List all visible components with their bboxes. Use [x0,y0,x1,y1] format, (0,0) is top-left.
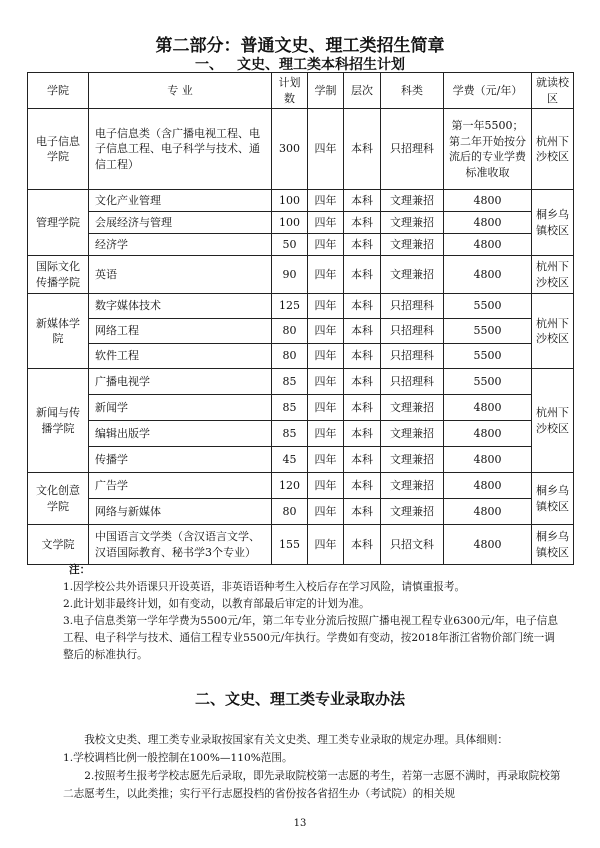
fee-cell: 4800 [444,212,532,234]
plan-cell: 300 [272,109,308,190]
level-cell: 本科 [344,421,381,447]
college-cell: 管理学院 [28,190,89,256]
level-cell: 本科 [344,212,381,234]
table-row [28,344,574,369]
years-cell: 四年 [308,421,344,447]
major-cell: 广告学 [89,473,272,499]
category-cell: 文理兼招 [381,421,444,447]
level-cell: 本科 [344,499,381,525]
table-row [28,499,574,525]
years-cell: 四年 [308,447,344,473]
header-plan: 计划数 [272,73,308,109]
plan-cell: 80 [272,319,308,344]
fee-cell: 4800 [444,447,532,473]
level-cell: 本科 [344,109,381,190]
years-cell: 四年 [308,212,344,234]
college-cell: 新媒体学院 [28,294,89,369]
major-cell: 数字媒体技术 [89,294,272,319]
level-cell: 本科 [344,395,381,421]
table-row [28,421,574,447]
table-body [28,109,574,565]
category-cell: 文理兼招 [381,447,444,473]
plan-cell: 50 [272,234,308,256]
campus-cell: 桐乡乌镇校区 [532,190,574,256]
years-cell: 四年 [308,190,344,212]
enrollment-plan-table [27,72,574,565]
category-cell: 文理兼招 [381,212,444,234]
plan-cell: 155 [272,525,308,565]
table-row [28,212,574,234]
level-cell: 本科 [344,294,381,319]
level-cell: 本科 [344,369,381,395]
table-row [28,294,574,319]
years-cell: 四年 [308,395,344,421]
fee-cell: 4800 [444,421,532,447]
level-cell: 本科 [344,525,381,565]
page-number: 13 [293,818,307,829]
major-cell: 英语 [89,256,272,294]
plan-cell: 100 [272,190,308,212]
major-cell: 会展经济与管理 [89,212,272,234]
level-cell: 本科 [344,319,381,344]
section-2-heading: 二、文史、理工类专业录取办法 [194,690,405,708]
college-cell: 文学院 [28,525,89,565]
plan-cell: 85 [272,395,308,421]
notes-heading: 注： [69,564,91,576]
years-cell: 四年 [308,499,344,525]
major-cell: 电子信息类（含广播电视工程、电子信息工程、电子科学与技术、通信工程） [89,109,272,190]
major-cell: 软件工程 [89,344,272,369]
category-cell: 文理兼招 [381,234,444,256]
years-cell: 四年 [308,109,344,190]
major-cell: 传播学 [89,447,272,473]
plan-cell: 120 [272,473,308,499]
category-cell: 只招理科 [381,369,444,395]
fee-cell: 4800 [444,395,532,421]
plan-cell: 100 [272,212,308,234]
plan-cell: 45 [272,447,308,473]
table-row [28,190,574,212]
level-cell: 本科 [344,190,381,212]
header-fee: 学费（元/年） [444,73,532,109]
campus-cell: 杭州下沙校区 [532,369,574,473]
category-cell: 文理兼招 [381,256,444,294]
category-cell: 只招文科 [381,525,444,565]
rules-item: 2.按照考生报考学校志愿先后录取，即先录取院校第一志愿的考生，若第一志愿不满时，再录取院校第二志愿考生，以此类推；实行平行志愿投档的省份按各省招生办（考试院）的相关规 [63,770,561,800]
category-cell: 文理兼招 [381,395,444,421]
major-cell: 网络工程 [89,319,272,344]
header-college: 学院 [28,73,89,109]
header-major: 专 业 [89,73,272,109]
header-years: 学制 [308,73,344,109]
plan-cell: 80 [272,344,308,369]
table-row [28,256,574,294]
note-item: 2.此计划非最终计划，如有变动，以教育部最后审定的计划为准。 [63,598,370,610]
table-row [28,109,574,190]
major-cell: 网络与新媒体 [89,499,272,525]
table-row [28,525,574,565]
level-cell: 本科 [344,447,381,473]
fee-cell: 4800 [444,473,532,499]
college-cell: 文化创意学院 [28,473,89,525]
header-category: 科类 [381,73,444,109]
major-cell: 中国语言文学类（含汉语言文学、汉语国际教育、秘书学3个专业） [89,525,272,565]
table-row [28,473,574,499]
campus-cell: 桐乡乌镇校区 [532,473,574,525]
fee-cell: 4800 [444,525,532,565]
college-cell: 电子信息学院 [28,109,89,190]
major-cell: 经济学 [89,234,272,256]
college-cell: 新闻与传播学院 [28,369,89,473]
fee-cell: 5500 [444,319,532,344]
fee-cell: 5500 [444,294,532,319]
table-row [28,234,574,256]
major-cell: 编辑出版学 [89,421,272,447]
campus-cell: 杭州下沙校区 [532,256,574,294]
years-cell: 四年 [308,294,344,319]
note-item: 1.因学校公共外语课只开设英语，非英语语种考生入校后存在学习风险，请慎重报考。 [63,581,466,593]
fee-cell: 4800 [444,190,532,212]
fee-cell: 4800 [444,499,532,525]
years-cell: 四年 [308,525,344,565]
years-cell: 四年 [308,234,344,256]
category-cell: 只招理科 [381,109,444,190]
campus-cell: 杭州下沙校区 [532,109,574,190]
plan-cell: 85 [272,421,308,447]
major-cell: 新闻学 [89,395,272,421]
notes-block [63,562,563,664]
table-row [28,447,574,473]
table-row [28,369,574,395]
fee-cell: 5500 [444,344,532,369]
years-cell: 四年 [308,473,344,499]
section-1-number: 一、 [195,57,223,73]
section-1-title: 文史、理工类本科招生计划 [237,57,405,73]
years-cell: 四年 [308,256,344,294]
table-row [28,395,574,421]
major-cell: 文化产业管理 [89,190,272,212]
table-row [28,319,574,344]
category-cell: 只招理科 [381,319,444,344]
admission-rules-text [63,731,563,803]
fee-cell: 5500 [444,369,532,395]
header-level: 层次 [344,73,381,109]
fee-cell: 4800 [444,256,532,294]
fee-cell: 4800 [444,234,532,256]
years-cell: 四年 [308,319,344,344]
category-cell: 文理兼招 [381,190,444,212]
plan-cell: 125 [272,294,308,319]
plan-cell: 80 [272,499,308,525]
rules-intro: 我校文史类、理工类专业录取按国家有关文史类、理工类专业录取的规定办理。具体细则： [84,734,508,746]
header-campus: 就读校区 [532,73,574,109]
section-1-heading [0,54,600,74]
level-cell: 本科 [344,256,381,294]
years-cell: 四年 [308,344,344,369]
level-cell: 本科 [344,234,381,256]
category-cell: 只招理科 [381,294,444,319]
page-title: 第二部分：普通文史、理工类招生简章 [155,36,445,56]
years-cell: 四年 [308,369,344,395]
major-cell: 广播电视学 [89,369,272,395]
campus-cell: 杭州下沙校区 [532,294,574,369]
rules-item: 1.学校调档比例一般控制在100%—110%范围。 [63,752,293,764]
plan-cell: 85 [272,369,308,395]
campus-cell: 桐乡乌镇校区 [532,525,574,565]
college-cell: 国际文化传播学院 [28,256,89,294]
category-cell: 文理兼招 [381,499,444,525]
note-item: 3.电子信息类第一学年学费为5500元/年，第二年专业分流后按照广播电视工程专业6300元/年，电子信息工程、电子科学与技术、通信工程专业5500元/年执行。学费如有变动，按2018年浙江省物价部门统一调整后的标准执行。 [63,615,558,661]
category-cell: 只招理科 [381,344,444,369]
category-cell: 文理兼招 [381,473,444,499]
table-header-row [28,73,574,109]
fee-cell: 第一年5500；第二年开始按分流后的专业学费标准收取 [444,109,532,190]
level-cell: 本科 [344,344,381,369]
plan-cell: 90 [272,256,308,294]
level-cell: 本科 [344,473,381,499]
